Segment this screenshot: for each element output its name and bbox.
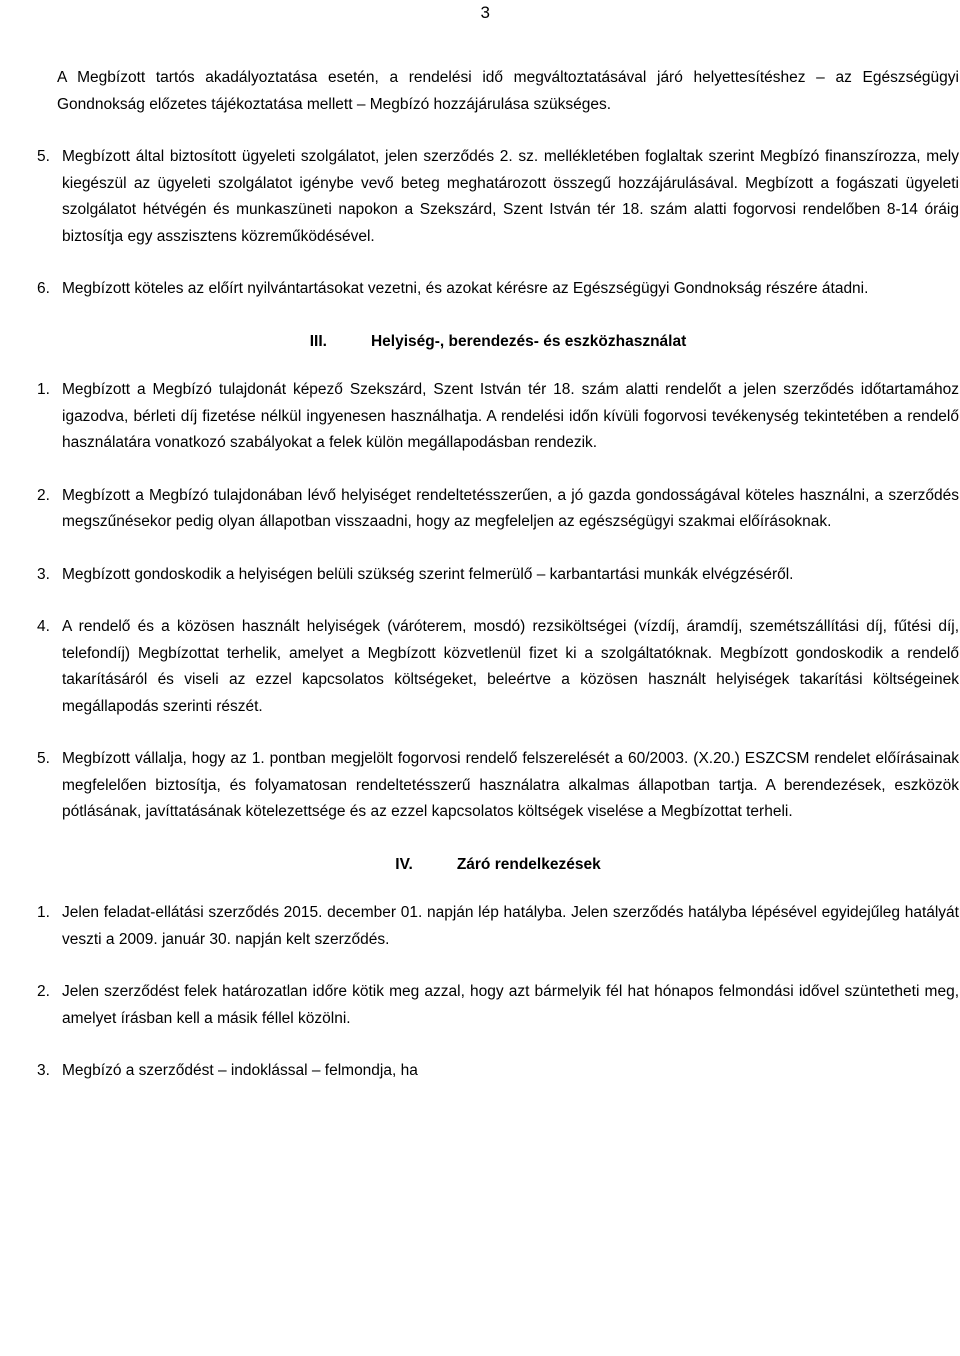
clause-5 xyxy=(37,144,959,250)
section-title: Helyiség-, berendezés- és eszközhasználat xyxy=(370,332,687,350)
document-body xyxy=(37,65,959,1085)
item-text: A rendelő és a közösen használt helyiségek (váróterem, mosdó) rezsiköltségei (vízdíj, áramdíj, szemétszállítási díj, fűtési díj, telefondíj) Megbízottat terhelik, amelyet a Megbízott közvetlenül fizet ki a szolgáltatóknak. Megbízott gondoskodik a rendelő takarításáról és viseli az ezzel kapcsolatos költségeket, beleértve a közösen használt helyiségek takarítási költségeinek megállapodás szerinti részét. xyxy=(62,618,959,715)
list-item xyxy=(37,377,959,457)
clause-number: 6. xyxy=(37,280,50,297)
item-text: Megbízott gondoskodik a helyiségen belüli szükség szerint felmerülő – karbantartási munkák elvégzéséről. xyxy=(62,565,794,583)
list-item xyxy=(37,483,959,536)
item-text: Megbízott vállalja, hogy az 1. pontban megjelölt fogorvosi rendelő felszerelését a 60/2003. (X.20.) ESZCSM rendelet előírásainak megfelelően biztosítja, és folyamatosan rendeltetésszerű használatra alkalmas állapotban tartja. A berendezések, eszközök pótlásának, javíttatásának kötelezettsége és az ezzel kapcsolatos költségek viselése a Megbízottat terheli. xyxy=(62,750,959,820)
item-number: 2. xyxy=(37,983,50,1000)
list-item xyxy=(37,1058,959,1085)
item-number: 4. xyxy=(37,618,50,635)
item-number: 1. xyxy=(37,381,50,398)
item-number: 5. xyxy=(37,750,50,767)
item-number: 1. xyxy=(37,904,50,921)
item-text: Megbízott a Megbízó tulajdonát képező Szekszárd, Szent István tér 18. szám alatti rendelőt a jelen szerződés időtartamához igazodva, bérleti díj fizetése nélkül ingyenesen használhatja. A rendelési időn kívüli fogorvosi tevékenység tekintetében a rendelő használatára vonatkozó szabályokat a felek külön megállapodásban rendezik. xyxy=(62,381,959,451)
section-iii-list xyxy=(37,377,959,852)
item-text: Megbízott a Megbízó tulajdonában lévő helyiséget rendeltetésszerűen, a jó gazda gondosságával köteles használni, a szerződés megszűnésekor pedig olyan állapotban visszaadni, hogy az megfeleljen az egészségügyi szakmai előírásoknak. xyxy=(62,486,959,530)
list-item xyxy=(37,900,959,953)
section-numeral: III. xyxy=(309,332,327,350)
section-iv-list xyxy=(37,900,959,1085)
list-item xyxy=(37,614,959,720)
section-numeral: IV. xyxy=(395,855,413,873)
section-heading-iii xyxy=(37,329,959,356)
list-item xyxy=(37,746,959,826)
item-text: Megbízó a szerződést – indoklással – felmondja, ha xyxy=(62,1062,418,1079)
clause-6 xyxy=(37,276,959,303)
item-number: 3. xyxy=(37,565,50,583)
clause-text: Megbízott köteles az előírt nyilvántartásokat vezetni, és azokat kérésre az Egészségügyi Gondnokság részére átadni. xyxy=(62,280,869,297)
section-heading-iv xyxy=(37,852,959,879)
intro-paragraph: A Megbízott tartós akadályoztatása esetén, a rendelési idő megváltoztatásával járó helyettesítéshez – az Egészségügyi Gondnokság előzetes tájékoztatása mellett – Megbízó hozzájárulása szükséges. xyxy=(57,69,959,113)
item-number: 2. xyxy=(37,486,50,504)
item-text: Jelen szerződést felek határozatlan időre kötik meg azzal, hogy azt bármelyik fél hat hónapos felmondási idővel szüntetheti meg, amelyet írásban kell a másik féllel közölni. xyxy=(62,983,959,1027)
item-text: Jelen feladat-ellátási szerződés 2015. december 01. napján lép hatályba. Jelen szerződés hatályba lépésével egyidejűleg hatályát veszti a 2009. január 30. napján kelt szerződés. xyxy=(62,904,959,948)
clause-text: Megbízott által biztosított ügyeleti szolgálatot, jelen szerződés 2. sz. mellékletében foglaltak szerint Megbízó finanszírozza, mely kiegészül az ügyeleti szolgálatot igénybe vevő beteg meghatározott összegű hozzájárulásával. Megbízott a fogászati ügyeleti szolgálatot hétvégén és munkaszüneti napokon a Szekszárd, Szent István tér 18. szám alatti fogorvosi rendelőben 8-14 óráig biztosítja egy asszisztens közreműködésével. xyxy=(62,148,959,245)
item-number: 3. xyxy=(37,1062,50,1079)
section-title: Záró rendelkezések xyxy=(456,855,601,873)
list-item xyxy=(37,979,959,1032)
clause-number: 5. xyxy=(37,148,50,165)
page-number: 3 xyxy=(480,3,490,22)
list-item xyxy=(37,562,959,589)
